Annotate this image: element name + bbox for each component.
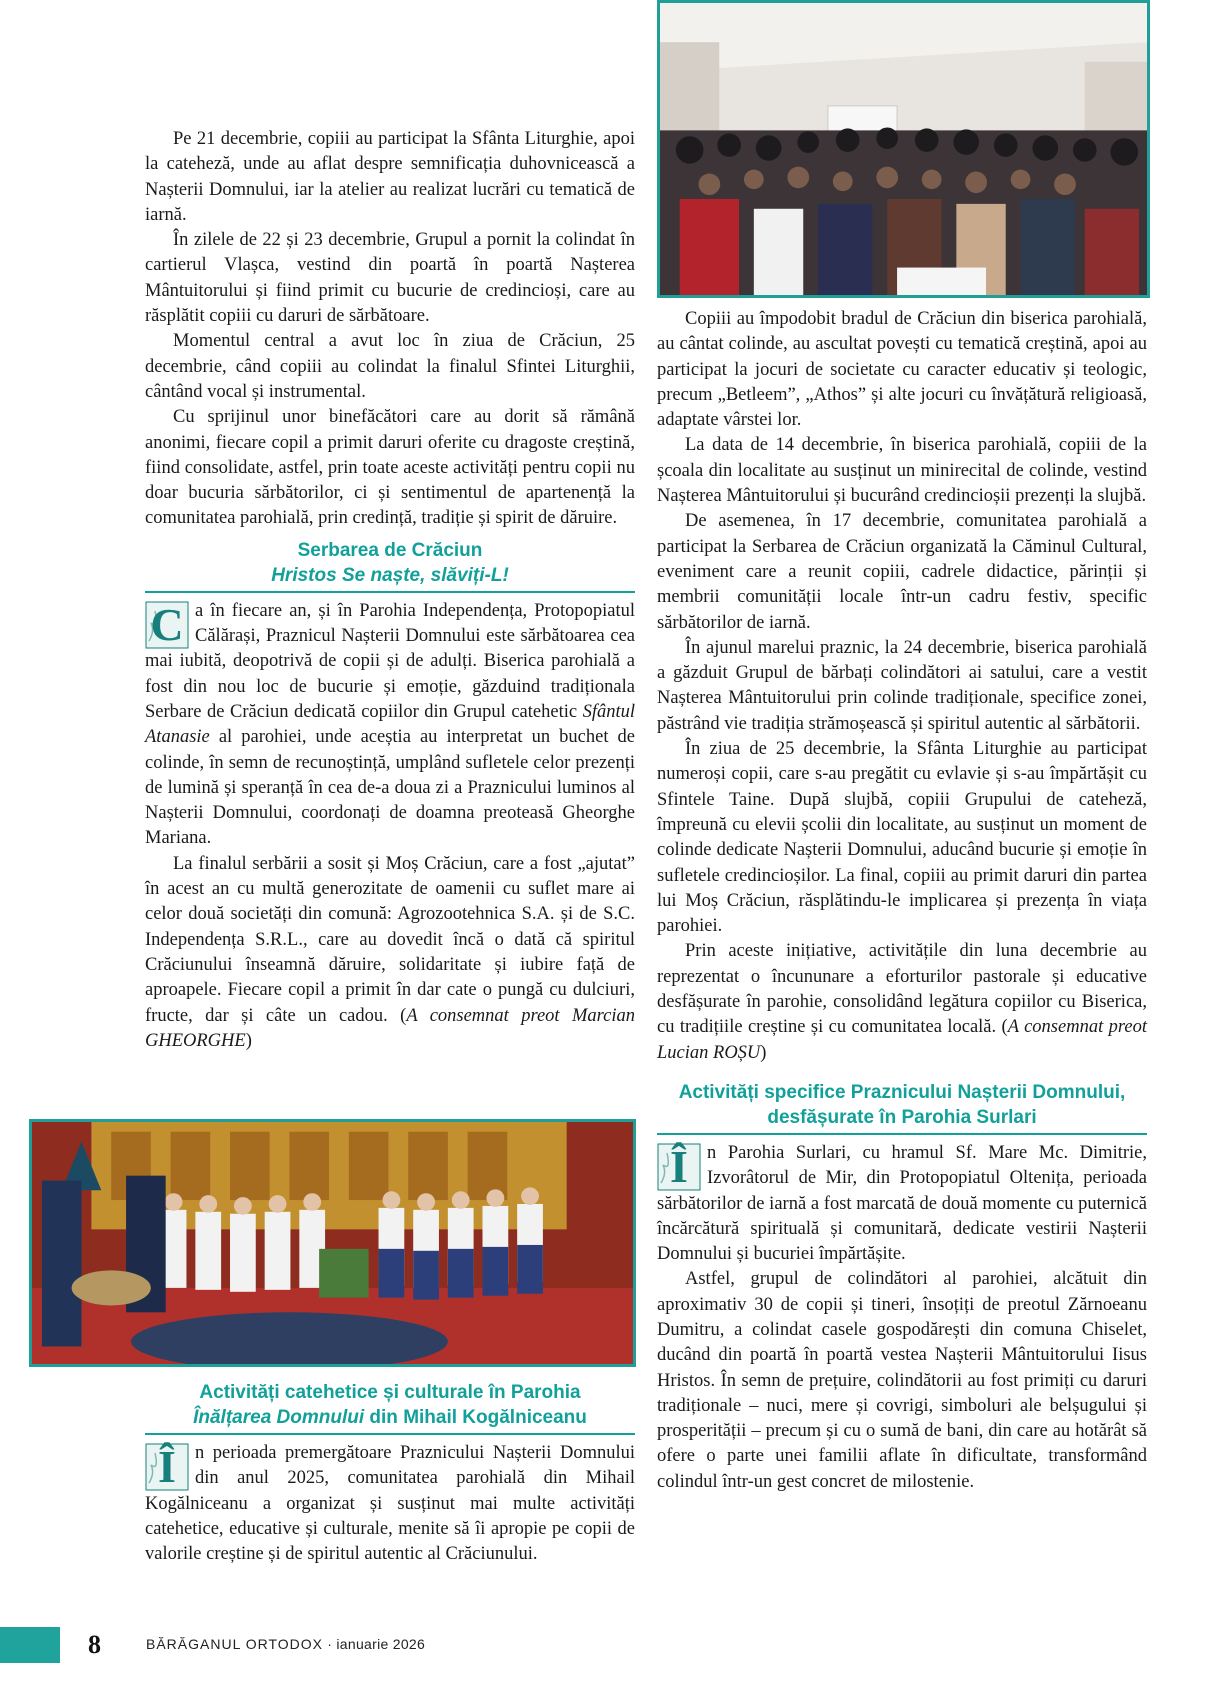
photo-church-illustration (32, 1122, 633, 1364)
group-name: Sfântul Atanasie (145, 701, 635, 748)
intro-paragraph-4: Cu sprijinul unor binefăcători care au dorit să rămână anonimi, fiecare copil a primit daruri oferite cu dragoste creștină, fiind consolidate, astfel, prin toate aceste activități pentru copii nu doar bucuria sărbătorilor, ci și sentimentul de apartenență la comunitatea parohială, prin credință, tradiție și spirit de dăruire. (145, 407, 635, 529)
right-paragraph-4: În ajunul marelui praznic, la 24 decembrie, biserica parohială a găzduit Grupul de bărbați colindători ai satului, care a vestit Nașterea Mântuitorului prin colinde tradiționale, specifice zonei, păstrând vie tradiția strămoșească și spiritul autentic al sărbătorii. (657, 637, 1147, 734)
right-paragraph-1: Copiii au împodobit bradul de Crăciun din biserica parohială, au cântat colinde, au ascultat povești cu tematică creștină, apoi au participat la jocuri de societate cu caracter educativ și teologic, precum „Betleem”, „Athos” și alte jocuri cu învățătură religioasă, adaptate vârstei lor. (657, 309, 1147, 431)
intro-paragraph-3: Momentul central a avut loc în ziua de Crăciun, 25 decembrie, când copiii au colindat la finalul Sfintei Liturghii, cântând vocal și instrumental. (145, 331, 635, 402)
right-paragraph-6 (657, 939, 1147, 1065)
section-title-line-2 (145, 1405, 635, 1430)
dropcap-ornament (145, 598, 189, 650)
section-title-line-2: desfășurate în Parohia Surlari (767, 1106, 1037, 1128)
section-heading-kogalniceanu (145, 1380, 635, 1435)
paragraph-text: n perioada premergătoare Praznicului Nașterii Domnului din anul 2025, comunitatea parohială din Mihail Kogălniceanu a organizat și susținut mai multe activități catehetice, educative și culturale, menite să îi apropie pe copii de valorile creștine și de spiritul autentic al Crăciunului. (145, 1443, 635, 1565)
section-subtitle: Hristos Se naște, slăviți-L! (271, 564, 509, 586)
photo-children-church (29, 1119, 636, 1367)
parish-name: Înălțarea Domnului (193, 1407, 365, 1428)
author-signature: A consemnat preot Lucian ROȘU (657, 1017, 1148, 1063)
intro-paragraph-2: În zilele de 22 și 23 decembrie, Grupul a pornit la colindat în cartierul Vlașca, vestind din poartă în poartă Nașterea Mântuitorului și fiind primit cu bucurie de credincioși, care au răsplătit copiii cu daruri de sărbătoare. (145, 230, 635, 327)
section-title-rest: din Mihail Kogălniceanu (364, 1407, 587, 1428)
serbarea-paragraph-2 (145, 852, 635, 1054)
footer-accent-bar (0, 1627, 60, 1663)
right-paragraph-3: De asemenea, în 17 decembrie, comunitatea parohială a participat la Serbarea de Crăciun organizată la Căminul Cultural, eveniment care a reunit copiii, cadrele didactice, părinții și membrii comunității locale într-un cadru festiv, specific sărbătorilor de iarnă. (657, 511, 1147, 633)
left-column (145, 127, 635, 1054)
paragraph-text: n Parohia Surlari, cu hramul Sf. Mare Mc. Dimitrie, Izvorâtorul de Mir, din Protopopiatul Oltenița, perioada sărbătorilor de iarnă a fost marcată de două momente cu puternică încărcătură spirituală și comunitară, dedicate vestirii Nașterii Domnului și bucuriei împărtășite. (657, 1142, 1147, 1265)
section-heading-serbarea (145, 538, 635, 593)
section-title-line-1: Activități specifice Praznicului Nașterii Domnului, (678, 1081, 1126, 1103)
section-heading-surlari (657, 1080, 1147, 1135)
paragraph-text: a în fiecare an, și în Parohia Independența, Protopopiatul Călărași, Praznicul Nașterii Domnului este sărbătoarea cea mai iubită, deopotrivă de copii și de adulți. Biserica parohială a fost din nou loc de bucurie și emoție, găzduind tradiționala Serbare de Crăciun dedicată copiilor din Grupul catehetic (145, 600, 635, 722)
section-title-line-1: Activități catehetice și culturale în Parohia (199, 1382, 581, 1403)
intro-paragraph-1: Pe 21 decembrie, copiii au participat la Sfânta Liturghie, apoi la cateheză, unde au aflat despre semnificația duhovnicească a Nașterii Domnului, iar la atelier au realizat lucrări cu tematică de iarnă. (145, 129, 635, 225)
dropcap-ornament (145, 1443, 189, 1491)
page-number: 8 (88, 1630, 101, 1659)
section-title: Serbarea de Crăciun (297, 539, 483, 561)
issue-date: ianuarie 2026 (336, 1636, 426, 1652)
author-signature: A consemnat preot Marcian GHEORGHE (145, 1005, 635, 1051)
dropcap-ornament (657, 1140, 701, 1192)
surlari-paragraph-1 (657, 1141, 1147, 1267)
photo-hall-illustration (660, 3, 1147, 295)
footer-publication (146, 1636, 425, 1652)
serbarea-paragraph-1 (145, 599, 635, 852)
surlari-paragraph-2: Astfel, grupul de colindători al parohiei, alcătuit din aproximativ 30 de copii și tineri, însoțiți de preotul Zărnoeanu Dumitru, a colindat casele gospodărești din comuna Chiselet, ducând din poartă în poartă vestea Nașterii Mântuitorului Iisus Hristos. În semn de prețuire, colindătorii au fost primiți cu daruri tradiționale – nuci, mere și covrigi, simboluri ale belșugului și prosperității – precum și cu o sumă de bani, din care au hotărât să ofere o parte unei familii aflate în dificultate, transformând colindul într-un gest concret de milostenie. (657, 1269, 1147, 1492)
right-column (657, 307, 1147, 1495)
page-footer (0, 1627, 1211, 1667)
paragraph-text: Prin aceste inițiative, activitățile din luna decembrie au reprezentat o încununare a eforturilor pastorale și educative desfășurate în parohie, consolidând legătura copiilor cu Biserica, cu tradițiile creștine și cu comunitatea locală. ( (657, 941, 1147, 1038)
dropcap-letter: Î (670, 1140, 688, 1192)
paragraph-text: La finalul serbării a sosit și Moș Crăciun, care a fost „ajutat” în acest an cu multă generozitate de oamenii cu suflet mare ai celor două societăți din comună: Agrozootehnica S.A. și de S.C. Independența S.R.L., care au dovedit încă o dată că spiritul Crăciunului înseamnă dăruire, solidaritate și iubire față de aproapele. Fiecare copil a primit în dar cate o pungă cu dulciuri, fructe, dar și câte un cadou. ( (145, 853, 635, 1026)
signature-close: ) (760, 1042, 767, 1063)
footer-separator: · (323, 1636, 337, 1652)
dropcap-letter: Î (158, 1441, 176, 1492)
publication-title: BĂRĂGANUL ORTODOX (146, 1636, 324, 1652)
right-paragraph-2: La data de 14 decembrie, în biserica parohială, copiii de la școala din localitate au susținut un minirecital de colinde, vestind Nașterea Mântuitorului și bucurând credincioșii prezenți la slujbă. (657, 435, 1147, 507)
photo-children-hall (657, 0, 1150, 298)
right-paragraph-5: În ziua de 25 decembrie, la Sfânta Liturghie au participat numeroși copii, care s-au pregătit cu evlavie și s-au împărtășit cu Sfintele Taine. După slujbă, copiii Grupului de cateheză, împreună cu elevii școlii din localitate, au susținut un moment de colinde dedicate Nașterii Domnului, aducând bucurie și emoție în sufletele credincioșilor. La final, copiii au primit daruri din partea lui Moș Crăciun, răsplătindu-le implicarea și prezența în viața parohiei. (657, 739, 1147, 937)
kogalniceanu-paragraph-1 (145, 1441, 635, 1567)
kogalniceanu-text (145, 1441, 635, 1567)
signature-close: ) (245, 1030, 252, 1051)
paragraph-text-end: al parohiei, unde aceștia au interpretat un buchet de colinde, în semn de recunoștință, umplând sufletele celor prezenți de lumină și speranță în cea de-a doua zi a Praznicului luminos al Nașterii Domnului, coordonați de doamna preoteasă Gheorghe Mariana. (145, 727, 635, 849)
dropcap-letter: C (150, 598, 184, 650)
